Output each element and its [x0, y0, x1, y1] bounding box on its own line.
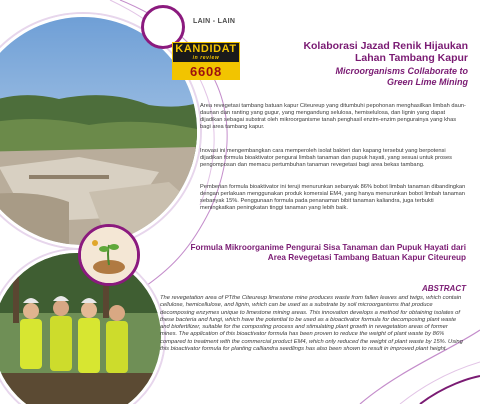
- paragraph-1: Area revegetasi tambang batuan kapur Citeureup yang ditumbuhi pepohonan menghasilkan limbah daun-daunan dan ranting yang gugur, yang mengandung selulosa, hemiselulosa, dan lignin yang dapat dijadikan sebagai substrat oleh mikroorganisme tanah penghasil enzim-enzim pengurainya yang khas bagi area tambang kapur.: [200, 103, 466, 131]
- seedling-icon: [78, 224, 140, 286]
- category-label: LAIN - LAIN: [193, 18, 236, 25]
- section-heading: Formula Mikroorganime Pengurai Sisa Tanaman dan Pupuk Hayati dari Area Revegetasi Tambang Batuan Kapur Citeureup: [190, 243, 466, 262]
- candidate-badge: [172, 42, 240, 82]
- title-block: [288, 40, 468, 87]
- team-photo: [0, 250, 164, 404]
- paragraph-3: Pemberian formula bioaktivator ini teruji menurunkan sebanyak 86% bobot limbah tanaman dibandingkan dengan perlakuan menggunakan produk komersial EM4, yang hanya menurunkan bobot limbah tanaman sebanyak 15%. Penggunaan formula pada penanaman bibit tanaman kaliandra, juga terbukti meningkatkan peningkatan tinggi tanaman yang lebih baik.: [200, 184, 466, 212]
- abstract-text: The revegetation area of PTthe Citeureup limestone mine produces waste from fallen leaves and twigs, which contain cellulose, hemicellulose, and lignin, which can be used as a substrate by soil microorganisms that produce decomposing enzymes unique to limestone mining areas. This innovation develops a method for obtaining isolates of these bacteria and fungi, which have the potential to be used as a bioactivator formula for decomposing plant waste and biofertilizer, suitable for the composting process and stimulating plant growth in revegetation areas of former mines. The application of this bioactivator formula has been proven to reduce the weight of plant waste by 86% compared to treatment with the commercial product EM4, which only reduced the weight of plant waste by 15%. Using this bioactivator formula for planting calliandra seedlings has also been shown to result in improved plant height.: [160, 295, 463, 353]
- main-title: Kolaborasi Jazad Renik Hijaukan Lahan Tambang Kapur: [303, 40, 468, 64]
- badge-number: 6608: [172, 63, 240, 80]
- english-title: Microorganisms Collaborate to Green Lime Mining: [335, 66, 468, 87]
- badge-subtitle: in review: [192, 55, 220, 61]
- abstract-heading: ABSTRACT: [422, 284, 466, 293]
- paragraph-2: Inovasi ini mengembangkan cara memperoleh isolat bakteri dan kapang tersebut yang berpotensi dijadikan formula bioaktivator pengurai limbah tanaman dan pupuk hayati, yang sesuai untuk proses pengomposan dan memacu pertumbuhan tanaman revegetasi bagi area bekas tambang.: [200, 148, 452, 169]
- badge-title-box: [172, 42, 240, 63]
- badge-title: KANDIDAT: [175, 43, 237, 55]
- quarry-photo: [0, 14, 200, 248]
